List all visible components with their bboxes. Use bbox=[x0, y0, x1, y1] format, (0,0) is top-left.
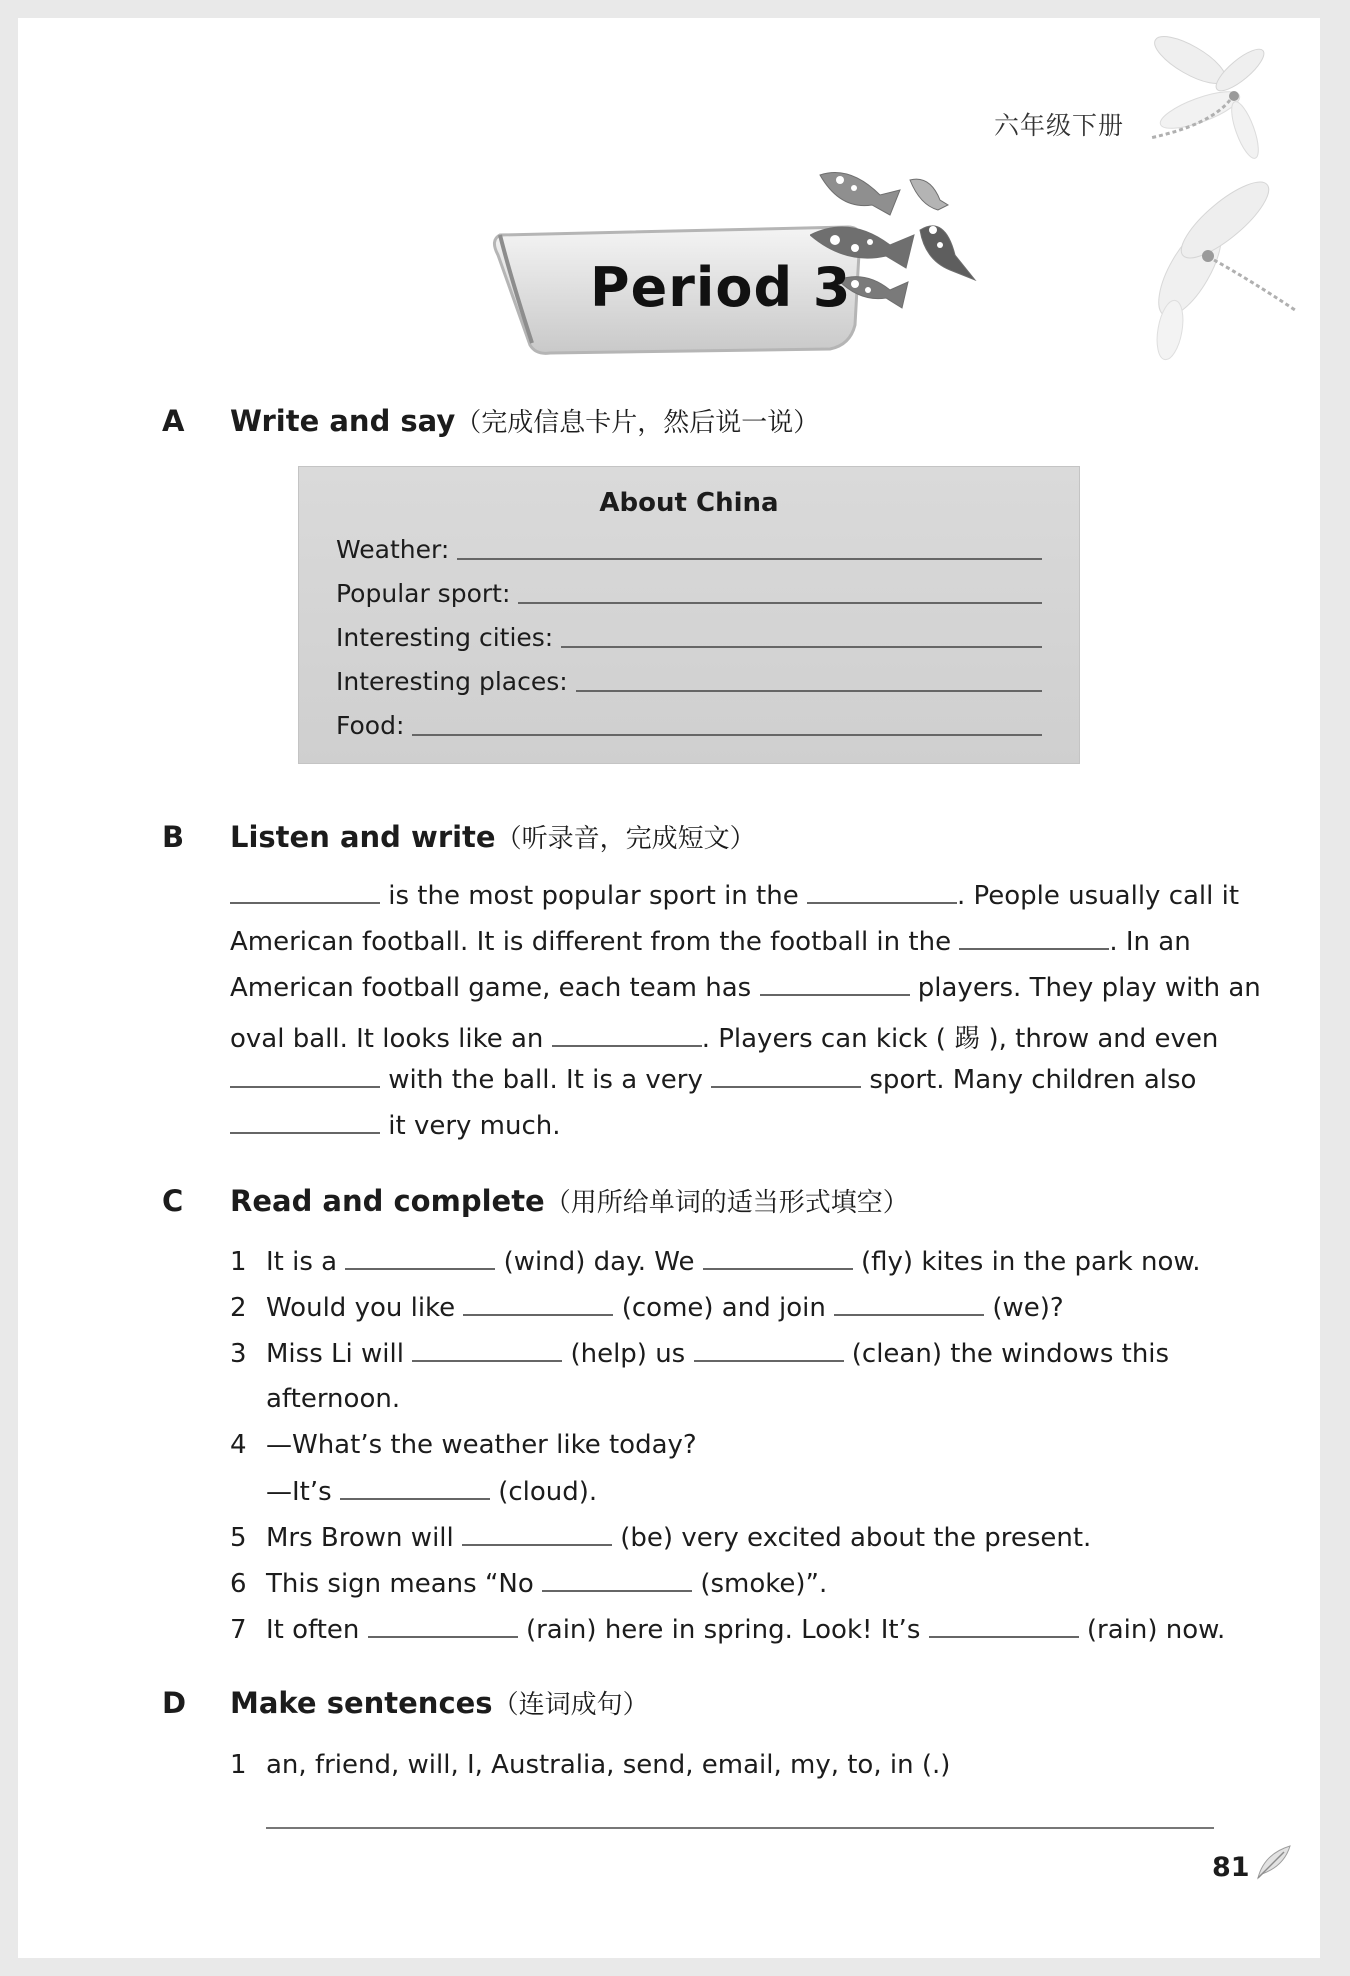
dragonfly-icon bbox=[1130, 30, 1270, 170]
item-text: —What’s the weather like today? bbox=[266, 1430, 697, 1460]
item-number: 1 bbox=[230, 1750, 247, 1780]
dragonfly-icon bbox=[1130, 160, 1300, 370]
item-text: It often bbox=[266, 1615, 360, 1645]
item-number: 6 bbox=[230, 1569, 247, 1599]
card-row-label: Food: bbox=[336, 711, 405, 740]
paragraph-text: sport. Many children also bbox=[869, 1065, 1197, 1095]
item-text: (cloud). bbox=[498, 1477, 598, 1507]
answer-blank[interactable] bbox=[807, 880, 957, 904]
section-b-title-cn: （听录音，完成短文） bbox=[495, 824, 756, 854]
paragraph-line bbox=[230, 926, 1191, 957]
exercise-item bbox=[230, 1430, 697, 1460]
answer-line[interactable] bbox=[457, 558, 1042, 560]
paragraph-text: American football game, each team has bbox=[230, 973, 752, 1003]
card-row-label: Popular sport: bbox=[336, 579, 511, 608]
answer-line[interactable] bbox=[518, 602, 1042, 604]
section-c-title bbox=[230, 1182, 909, 1219]
card-row-label: Weather: bbox=[336, 535, 450, 564]
item-number: 5 bbox=[230, 1523, 247, 1553]
card-row-label: Interesting cities: bbox=[336, 623, 554, 652]
paragraph-text: . In an bbox=[1109, 927, 1191, 957]
answer-line[interactable] bbox=[576, 690, 1042, 692]
section-c-title-en: Read and complete bbox=[230, 1184, 545, 1218]
item-text: Mrs Brown will bbox=[266, 1523, 454, 1553]
answer-blank[interactable] bbox=[412, 1338, 562, 1362]
paragraph-text: oval ball. It looks like an bbox=[230, 1024, 544, 1054]
paragraph-text: American football. It is different from the football in the bbox=[230, 927, 952, 957]
answer-blank[interactable] bbox=[703, 1246, 853, 1270]
exercise-item bbox=[230, 1292, 1064, 1323]
item-number: 3 bbox=[230, 1339, 247, 1369]
section-b-letter: B bbox=[162, 820, 185, 854]
item-number: 4 bbox=[230, 1430, 247, 1460]
item-text: (rain) now. bbox=[1086, 1615, 1226, 1645]
exercise-item bbox=[230, 1522, 1091, 1553]
exercise-item-continued: afternoon. bbox=[266, 1384, 401, 1414]
item-text: (help) us bbox=[570, 1339, 686, 1369]
answer-blank[interactable] bbox=[760, 972, 910, 996]
item-text: (wind) day. We bbox=[503, 1247, 695, 1277]
answer-blank[interactable] bbox=[834, 1292, 984, 1316]
item-text: (be) very excited about the present. bbox=[620, 1523, 1092, 1553]
card-title: About China bbox=[599, 488, 779, 518]
paragraph-text: . Players can kick ( 踢 ), throw and even bbox=[701, 1024, 1219, 1054]
section-d-letter: D bbox=[162, 1686, 187, 1720]
answer-blank[interactable] bbox=[340, 1476, 490, 1500]
paragraph-text: it very much. bbox=[388, 1111, 561, 1141]
exercise-item bbox=[230, 1614, 1225, 1645]
page-number: 81 bbox=[1212, 1852, 1250, 1883]
answer-blank[interactable] bbox=[552, 1023, 702, 1047]
section-a-title bbox=[230, 402, 819, 439]
item-text: an, friend, will, I, Australia, send, email, my, to, in (.) bbox=[266, 1750, 951, 1780]
section-c-letter: C bbox=[162, 1184, 184, 1218]
answer-line[interactable] bbox=[561, 646, 1042, 648]
section-b-title bbox=[230, 818, 756, 855]
answer-blank[interactable] bbox=[462, 1522, 612, 1546]
section-d-title-en: Make sentences bbox=[230, 1686, 493, 1720]
section-a-title-en: Write and say bbox=[230, 404, 456, 438]
answer-blank[interactable] bbox=[929, 1614, 1079, 1638]
answer-blank[interactable] bbox=[230, 880, 380, 904]
card-row-places bbox=[336, 662, 1042, 696]
paragraph-text: is the most popular sport in the bbox=[388, 881, 799, 911]
item-text: —It’s bbox=[266, 1477, 332, 1507]
answer-blank[interactable] bbox=[959, 926, 1109, 950]
item-text: (smoke)”. bbox=[700, 1569, 828, 1599]
exercise-item bbox=[230, 1750, 950, 1780]
item-text: (rain) here in spring. Look! It’s bbox=[525, 1615, 921, 1645]
answer-blank[interactable] bbox=[542, 1568, 692, 1592]
section-a-title-cn: （完成信息卡片，然后说一说） bbox=[455, 408, 820, 438]
item-number: 2 bbox=[230, 1293, 247, 1323]
info-card bbox=[298, 466, 1080, 764]
section-d-title bbox=[230, 1684, 649, 1721]
item-text: (we)? bbox=[992, 1293, 1064, 1323]
card-row-cities bbox=[336, 618, 1042, 652]
exercise-item bbox=[230, 1246, 1201, 1277]
exercise-item-continued bbox=[266, 1476, 597, 1507]
section-c-title-cn: （用所给单词的适当形式填空） bbox=[544, 1188, 909, 1218]
item-text: (clean) the windows this bbox=[851, 1339, 1170, 1369]
paragraph-line bbox=[230, 1110, 561, 1141]
card-row-sport bbox=[336, 574, 1042, 608]
paragraph-line bbox=[230, 880, 1239, 911]
section-d-title-cn: （连词成句） bbox=[492, 1690, 649, 1720]
answer-blank[interactable] bbox=[230, 1110, 380, 1134]
card-row-weather bbox=[336, 530, 1042, 564]
answer-line[interactable] bbox=[412, 734, 1042, 736]
item-text: Miss Li will bbox=[266, 1339, 404, 1369]
item-text: This sign means “No bbox=[266, 1569, 534, 1599]
exercise-item bbox=[230, 1338, 1169, 1369]
item-text: It is a bbox=[266, 1247, 338, 1277]
answer-blank[interactable] bbox=[463, 1292, 613, 1316]
feather-icon bbox=[1254, 1844, 1294, 1880]
answer-blank[interactable] bbox=[711, 1064, 861, 1088]
paragraph-text: . People usually call it bbox=[956, 881, 1240, 911]
exercise-item bbox=[230, 1568, 827, 1599]
answer-blank[interactable] bbox=[694, 1338, 844, 1362]
section-a-letter: A bbox=[162, 404, 185, 438]
item-number: 1 bbox=[230, 1247, 247, 1277]
paragraph-line bbox=[230, 972, 1261, 1003]
grade-label: 六年级下册 bbox=[994, 111, 1125, 140]
item-text: (fly) kites in the park now. bbox=[861, 1247, 1201, 1277]
page-title: Period 3 bbox=[590, 256, 852, 319]
answer-blank[interactable] bbox=[230, 1064, 380, 1088]
answer-blank[interactable] bbox=[345, 1246, 495, 1270]
card-row-label: Interesting places: bbox=[336, 667, 568, 696]
card-row-food bbox=[336, 706, 1042, 740]
answer-blank[interactable] bbox=[368, 1614, 518, 1638]
paragraph-text: players. They play with an bbox=[917, 973, 1261, 1003]
item-text: Would you like bbox=[266, 1293, 456, 1323]
paragraph-line bbox=[230, 1064, 1196, 1095]
paragraph-line bbox=[230, 1018, 1218, 1055]
sentence-answer-line[interactable] bbox=[266, 1827, 1214, 1829]
paragraph-text: with the ball. It is a very bbox=[388, 1065, 703, 1095]
item-number: 7 bbox=[230, 1615, 247, 1645]
item-text: (come) and join bbox=[621, 1293, 826, 1323]
section-b-title-en: Listen and write bbox=[230, 820, 496, 854]
